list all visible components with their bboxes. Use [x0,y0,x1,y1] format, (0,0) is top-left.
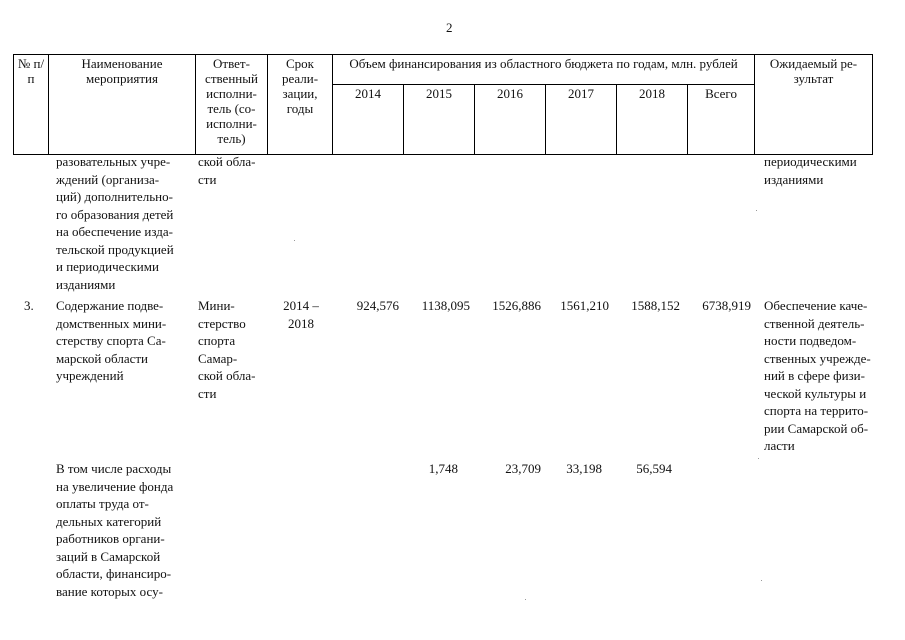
header-financing: Объем финансирования из областного бюджета по годам, млн. рублей [333,55,755,85]
text-line: домственных мини- [56,315,167,331]
sub-value-2018: 56,594 [636,461,672,476]
cont-executor [198,153,268,188]
header-year-2017: 2017 [546,85,617,155]
text-line: Мини- [198,298,235,313]
text-line: заций в Самарской [56,548,161,564]
text-line: В том числе расходы [56,461,172,476]
row3-result [764,297,874,455]
text-line: периодическими [764,154,857,169]
scan-speck [294,240,295,241]
text-line: сти [198,171,217,187]
scan-speck [761,580,762,581]
header-total: Всего [688,85,755,155]
text-line: стерство [198,315,246,331]
text-line: дельных категорий [56,513,162,529]
row3-name [56,297,189,385]
text-line: Обеспечение каче- [764,298,868,313]
row3-value-2017: 1561,210 [560,298,609,313]
text-line: спорта на террито- [764,403,869,418]
text-line: ний в сфере физи- [764,368,865,383]
text-line: спорта [198,333,236,348]
text-line: изданиями [56,276,116,292]
text-line: ственных учрежде- [764,350,871,366]
header-year-2016: 2016 [475,85,546,155]
table-header [13,54,873,155]
header-name: Наименование мероприятия [49,55,196,155]
text-line: изданиями [764,171,824,187]
text-line: Самар- [198,350,238,366]
row3-executor [198,297,268,402]
text-line: го образования детей [56,206,174,222]
text-line: ций) дополнительно- [56,189,173,204]
text-line: области, финансиро- [56,566,172,581]
scan-speck [758,458,759,459]
text-line: 2014 – [283,298,319,313]
header-year-2015: 2015 [404,85,475,155]
sub-value-2017: 33,198 [566,461,602,476]
text-line: рии Самарской об- [764,420,869,436]
text-line: ности подведом- [764,333,857,348]
text-line: ской обла- [198,154,256,169]
scan-speck [525,599,526,600]
sub-value-2015: 1,748 [428,461,458,476]
page-number: 2 [446,20,453,35]
row3-value-2015: 1138,095 [421,298,470,313]
text-line: ласти [764,438,795,453]
header-result: Ожидаемый ре-зультат [755,55,873,155]
text-line: Содержание подве- [56,298,164,313]
sub-name [56,460,189,600]
text-line: ской обла- [198,368,256,383]
cont-result [764,153,874,188]
text-line: на обеспечение изда- [56,224,173,239]
text-line: сти [198,385,217,401]
header-year-2014: 2014 [333,85,404,155]
row3-value-2014: 924,576 [356,298,399,313]
text-line: учреждений [56,368,124,383]
header-year-2018: 2018 [617,85,688,155]
cont-name [56,153,189,293]
scan-speck [756,210,757,211]
text-line: ждений (организа- [56,171,160,187]
row3-total: 6738,919 [702,298,751,313]
text-line: и периодическими [56,259,159,274]
text-line: работников органи- [56,531,165,546]
row3-value-2016: 1526,886 [492,298,541,313]
text-line: оплаты труда от- [56,496,149,511]
header-executor: Ответ-ственный исполни-тель (со-исполни-тель) [196,55,268,155]
text-line: вание которых осу- [56,583,163,599]
header-term: Срок реали-зации, годы [268,55,333,155]
text-line: стерству спорта Са- [56,333,166,348]
text-line: 2018 [288,315,314,331]
row3-num: 3. [24,298,34,313]
text-line: разовательных учре- [56,154,171,169]
text-line: тельской продукцией [56,241,174,257]
sub-value-2016: 23,709 [505,461,541,476]
text-line: ческой культуры и [764,385,867,401]
header-num: № п/п [14,55,49,155]
text-line: ственной деятель- [764,315,865,331]
row3-value-2018: 1588,152 [631,298,680,313]
row3-term [270,297,332,332]
text-line: на увеличение фонда [56,478,174,494]
text-line: марской области [56,350,148,366]
